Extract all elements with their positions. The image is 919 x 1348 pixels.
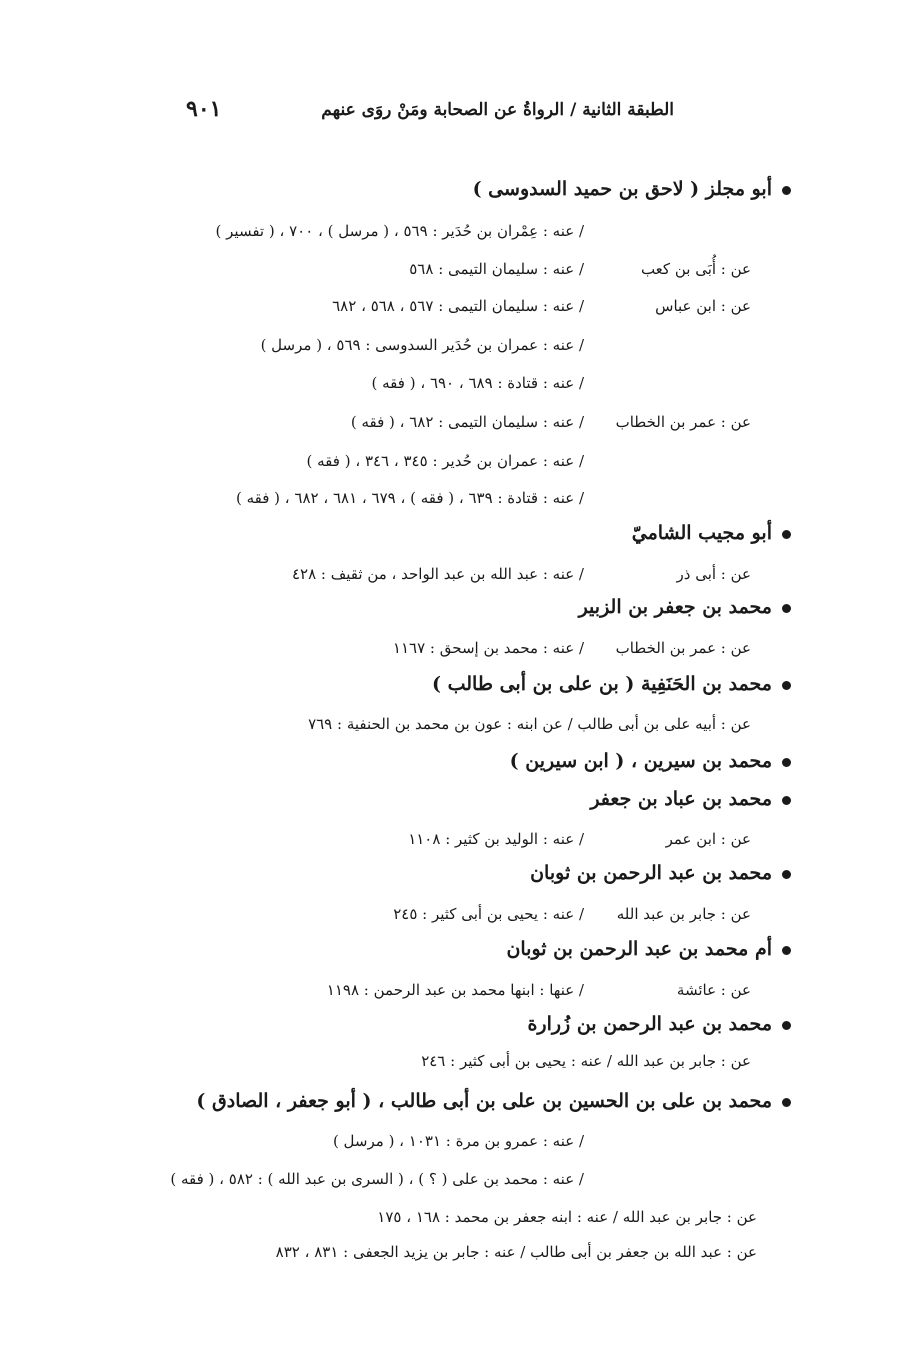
narration-line: / عنه : عمران بن حُدَير السدوسى : ٥٦٩ ، ( مرسل ) — [260, 336, 584, 354]
entry-heading: أبو مجيب الشاميّ — [632, 522, 791, 544]
narration-source: عن : عمر بن الخطاب — [615, 639, 751, 657]
bullet-icon — [782, 186, 791, 195]
bullet-icon — [782, 1021, 791, 1030]
page-number: ٩٠١ — [186, 96, 222, 122]
narration-line: / عنه : سليمان التيمى : ٥٦٨ — [409, 260, 584, 278]
narration-line: / عنه : يحيى بن أبى كثير : ٢٤٥ — [393, 905, 584, 923]
bullet-icon — [782, 530, 791, 539]
narration-line: عن : عبد الله بن جعفر بن أبى طالب / عنه : جابر بن يزيد الجعفى : ٨٣١ ، ٨٣٢ — [275, 1243, 757, 1261]
entry-heading: أم محمد بن عبد الرحمن بن ثوبان — [506, 938, 791, 960]
narration-line: / عنه : سليمان التيمى : ٥٦٧ ، ٥٦٨ ، ٦٨٢ — [332, 297, 584, 315]
narration-line: عن : جابر بن عبد الله / عنه : ابنه جعفر بن محمد : ١٦٨ ، ١٧٥ — [377, 1208, 757, 1226]
bullet-icon — [782, 681, 791, 690]
bullet-icon — [782, 870, 791, 879]
entry-heading: أبو مجلز ( لاحق بن حميد السدوسى ) — [473, 178, 791, 200]
entry-heading: محمد بن عباد بن جعفر — [590, 788, 791, 810]
narration-line: / عنه : محمد بن إسحق : ١١٦٧ — [392, 639, 584, 657]
bullet-icon — [782, 758, 791, 767]
entry-heading: محمد بن عبد الرحمن بن زُرارة — [527, 1013, 791, 1035]
entry-heading: محمد بن الحَنَفِية ( بن على بن أبى طالب ) — [432, 673, 791, 695]
narration-line: / عنه : الوليد بن كثير : ١١٠٨ — [408, 830, 584, 848]
narration-line: عن : أبيه على بن أبى طالب / عن ابنه : عون بن محمد بن الحنفية : ٧٦٩ — [308, 715, 751, 733]
narration-line: / عنه : قتادة : ٦٨٩ ، ٦٩٠ ، ( فقه ) — [371, 374, 584, 392]
entry-heading: محمد بن سيرين ، ( ابن سيرين ) — [510, 750, 791, 772]
narration-source: عن : عمر بن الخطاب — [615, 413, 751, 431]
narration-source: عن : أُبَى بن كعب — [640, 260, 751, 278]
narration-source: عن : ابن عباس — [655, 297, 751, 315]
narration-source: عن : جابر بن عبد الله — [616, 905, 751, 923]
narration-source: عن : أبى ذر — [676, 565, 751, 583]
narration-line: / عنه : عِمْران بن حُدَير : ٥٦٩ ، ( مرسل ) ، ٧٠٠ ، ( تفسير ) — [215, 222, 584, 240]
bullet-icon — [782, 946, 791, 955]
narration-line: / عنه : سليمان التيمى : ٦٨٢ ، ( فقه ) — [350, 413, 584, 431]
narration-line: / عنها : ابنها محمد بن عبد الرحمن : ١١٩٨ — [326, 981, 584, 999]
running-head-title: الطبقة الثانية / الرواةُ عن الصحابة ومَنْ روَى عنهم — [321, 100, 674, 120]
narration-source: عن : عائشة — [676, 981, 751, 999]
narration-line: عن : جابر بن عبد الله / عنه : يحيى بن أبى كثير : ٢٤٦ — [421, 1052, 751, 1070]
narration-line: / عنه : عمران بن حُدير : ٣٤٥ ، ٣٤٦ ، ( فقه ) — [306, 452, 584, 470]
narration-source: عن : ابن عمر — [665, 830, 751, 848]
narration-line: / عنه : قتادة : ٦٣٩ ، ( فقه ) ، ٦٧٩ ، ٦٨١ ، ٦٨٢ ، ( فقه ) — [235, 489, 584, 507]
narration-line: / عنه : عبد الله بن عبد الواحد ، من ثقيف : ٤٢٨ — [291, 565, 584, 583]
entry-heading: محمد بن على بن الحسين بن على بن أبى طالب ، ( أبو جعفر ، الصادق ) — [196, 1090, 791, 1112]
narration-line: / عنه : عمرو بن مرة : ١٠٣١ ، ( مرسل ) — [332, 1132, 584, 1150]
entry-heading: محمد بن جعفر بن الزبير — [579, 596, 791, 618]
bullet-icon — [782, 796, 791, 805]
bullet-icon — [782, 604, 791, 613]
narration-line: / عنه : محمد بن على ( ؟ ) ، ( السرى بن عبد الله ) : ٥٨٢ ، ( فقه ) — [170, 1170, 584, 1188]
bullet-icon — [782, 1098, 791, 1107]
entry-heading: محمد بن عبد الرحمن بن ثوبان — [530, 862, 791, 884]
